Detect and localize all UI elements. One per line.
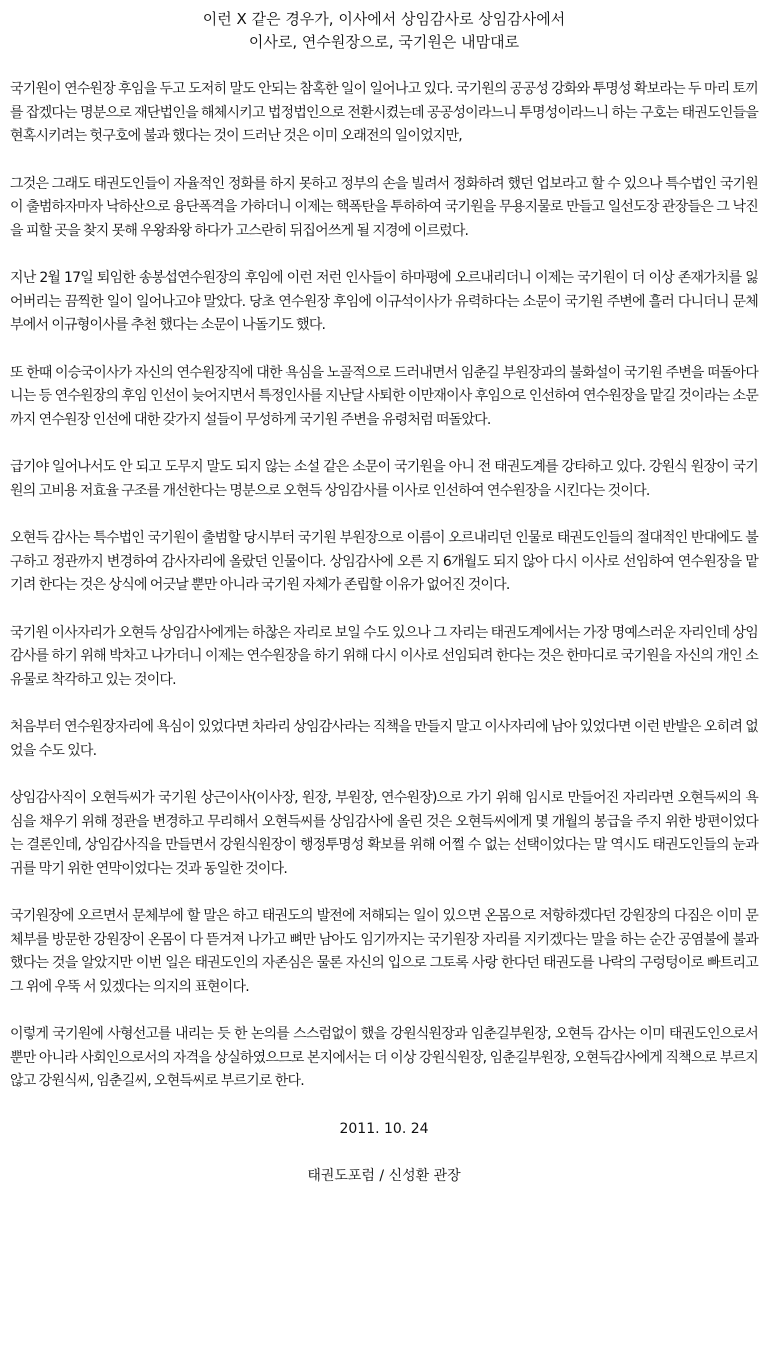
paragraph-3: 지난 2월 17일 퇴임한 송봉섭연수원장의 후임에 이런 저런 인사들이 하마평에 오르내리더니 이제는 국기원이 더 이상 존재가치를 잃어버리는 끔찍한 일이 일어나고야 말았다. 당초 연수원장 후임에 이규석이사가 유력하다는 소문이 국기원 주변에 흘러 다니더니 문체부에서 이규형이사를 추천 했다는 소문이 나돌기도 했다. xyxy=(10,270,758,333)
title-line-1: 이런 X 같은 경우가, 이사에서 상임감사로 상임감사에서 xyxy=(202,10,566,28)
paragraph-6: 오현득 감사는 특수법인 국기원이 출범할 당시부터 국기원 부원장으로 이름이 오르내리던 인물로 태권도인들의 절대적인 반대에도 불구하고 정관까지 변경하여 감사자리에 올랐던 인물이다. 상임감사에 오른 지 6개월도 되지 않아 다시 이사로 선임하여 연수원장을 맡기려 한다는 것은 상식에 어긋날 뿐만 아니라 국기원 자체가 존립할 이유가 없어진 것이다. xyxy=(10,530,758,593)
paragraph-5: 급기야 일어나서도 안 되고 도무지 말도 되지 않는 소설 같은 소문이 국기원을 아니 전 태권도계를 강타하고 있다. 강원식 원장이 국기원의 고비용 저효율 구조를 개선한다는 명분으로 오현득 상임감사를 이사로 인선하여 연수원장을 시킨다는 것이다. xyxy=(10,459,758,499)
paragraph-7: 국기원 이사자리가 오현득 상임감사에게는 하찮은 자리로 보일 수도 있으나 그 자리는 태권도계에서는 가장 명예스러운 자리인데 상임감사를 하기 위해 박차고 나가더니 이제는 연수원장을 하기 위해 다시 이사로 선임되려 한다는 것은 한마디로 국기원을 자신의 개인 소유물로 착각하고 있는 것이다. xyxy=(10,624,758,688)
paragraph-10: 국기원장에 오르면서 문체부에 할 말은 하고 태권도의 발전에 저해되는 일이 있으면 온몸으로 저항하겠다던 강원장의 다짐은 이미 문체부를 방문한 강원장이 온몸이 다 뜯겨져 나가고 뼈만 남아도 임기까지는 국기원장 자리를 지키겠다는 말을 하는 순간 공염불에 불과 했다는 것을 알았지만 이번 일은 태권도인의 자존심은 물론 자신의 입으로 그토록 사랑 한다던 태권도를 나락의 구렁텅이로 빠트리고 그 위에 우뚝 서 있겠다는 의지의 표현이다. xyxy=(10,908,758,995)
article-date: 2011. 10. 24 xyxy=(339,1120,429,1137)
paragraph-4: 또 한때 이승국이사가 자신의 연수원장직에 대한 욕심을 노골적으로 드러내면서 임춘길 부원장과의 불화설이 국기원 주변을 떠돌아다니는 등 연수원장의 후임 인선이 늦어지면서 특정인사를 지난달 사퇴한 이만재이사 후임으로 인선하여 연수원장을 맡길 것이라는 소문까지 연수원장 인선에 대한 갖가지 설들이 무성하게 국기원 주변을 유령처럼 떠돌았다. xyxy=(10,364,758,428)
paragraph-9: 상임감사직이 오현득씨가 국기원 상근이사(이사장, 원장, 부원장, 연수원장)으로 가기 위해 임시로 만들어진 자리라면 오현득씨의 욕심을 채우기 위해 정관을 변경하고 무리해서 오현득씨를 상임감사에 올린 것은 오현득씨에게 몇 개월의 봉급을 주지 위한 방편이었다는 결론인데, 상임감사직을 만들면서 강원식원장이 행정투명성 확보를 위해 어쩔 수 없는 선택이었다는 말 역시도 태권도인들의 눈과 귀를 막기 위한 연막이었다는 것과 동일한 것이다. xyxy=(10,790,758,877)
paragraph-2: 그것은 그래도 태권도인들이 자율적인 정화를 하지 못하고 정부의 손을 빌려서 정화하려 했던 업보라고 할 수 있으나 특수법인 국기원이 출범하자마자 낙하산으로 융단폭격을 가하더니 이제는 핵폭탄을 투하하여 국기원을 무용지물로 만들고 일선도장 관장들은 그 낙진을 피할 곳을 찾지 못해 우왕좌왕 하다가 고스란히 뒤집어쓰게 될 지경에 이르렀다. xyxy=(10,175,758,239)
title-line-2: 이사로, 연수원장으로, 국기원은 내맘대로 xyxy=(248,33,520,51)
paragraph-1: 국기원이 연수원장 후임을 두고 도저히 말도 안되는 참혹한 일이 일어나고 있다. 국기원의 공공성 강화와 투명성 확보라는 두 마리 토끼를 잡겠다는 명분으로 재단법인을 해체시키고 법정법인으로 전환시켰는데 공공성이라느니 투명성이라느니 하는 구호는 태권도인들을 현혹시키려는 헛구호에 불과 했다는 것이 드러난 것은 이미 오래전의 일이었지만, xyxy=(10,81,758,144)
paragraph-8: 처음부터 연수원장자리에 욕심이 있었다면 차라리 상임감사라는 직책을 만들지 말고 이사자리에 남아 있었다면 이런 반발은 오히려 없었을 수도 있다. xyxy=(10,719,758,759)
paragraph-11: 이렇게 국기원에 사형선고를 내리는 듯 한 논의를 스스럼없이 했을 강원식원장과 임춘길부원장, 오현득 감사는 이미 태권도인으로서 뿐만 아니라 사회인으로서의 자격을 상실하였으므로 본지에서는 더 이상 강원식원장, 임춘길부원장, 오현득감사에게 직책으로 부르지 않고 강원식씨, 임춘길씨, 오현득씨로 부르기로 한다. xyxy=(10,1026,758,1089)
article-title xyxy=(10,8,758,54)
article-signature: 태권도포럼 / 신성환 관장 xyxy=(307,1168,461,1184)
